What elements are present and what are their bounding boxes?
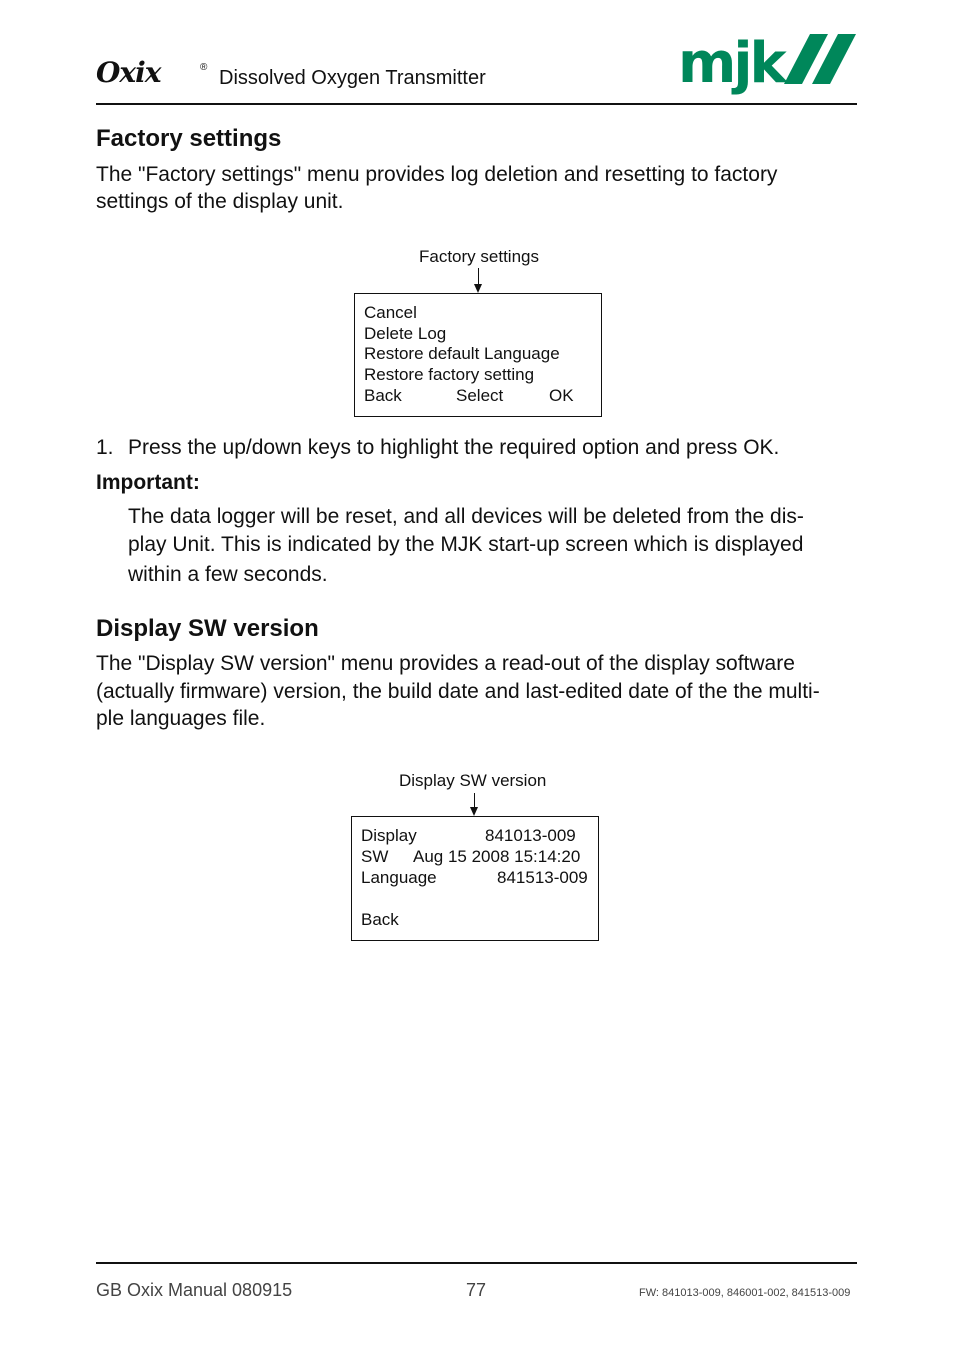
menu-item-delete-log: Delete Log bbox=[364, 324, 447, 343]
menu-item-restore-language: Restore default Language bbox=[364, 344, 560, 363]
sw-build-label: SW bbox=[361, 847, 389, 866]
softkey-back-label: Back bbox=[361, 910, 399, 929]
sw-build-date-value: Aug 15 2008 15:14:20 bbox=[413, 847, 581, 866]
step-text: Press the up/down keys to highlight the required option and press OK. bbox=[128, 436, 780, 459]
menu-item-cancel: Cancel bbox=[364, 303, 417, 322]
header-rule bbox=[96, 103, 857, 105]
mjk-logo bbox=[678, 32, 858, 109]
important-label: Important: bbox=[96, 471, 200, 494]
footer-firmware-versions: FW: 841013-009, 846001-002, 841513-009 bbox=[639, 1287, 851, 1299]
header-title: Dissolved Oxygen Transmitter bbox=[219, 67, 486, 89]
display-sw-screen bbox=[351, 816, 599, 941]
footer-rule bbox=[96, 1262, 857, 1264]
softkey-select-label: Select bbox=[456, 386, 504, 405]
display-sw-intro-line2: (actually firmware) version, the build date and last-edited date of the the multi- bbox=[96, 680, 820, 703]
language-file-label: Language bbox=[361, 868, 437, 887]
instruction-step bbox=[96, 436, 856, 464]
down-arrow-icon bbox=[478, 268, 479, 285]
display-version-label: Display bbox=[361, 826, 417, 845]
arrow-head-icon bbox=[474, 284, 482, 293]
display-version-value: 841013-009 bbox=[485, 826, 576, 845]
important-text-line3: within a few seconds. bbox=[128, 563, 328, 586]
display-sw-intro-line3: ple languages file. bbox=[96, 707, 266, 730]
page-number: 77 bbox=[466, 1280, 487, 1300]
footer-document-title: GB Oxix Manual 080915 bbox=[96, 1280, 293, 1300]
factory-settings-intro-line2: settings of the display unit. bbox=[96, 190, 344, 213]
factory-settings-screen bbox=[354, 293, 602, 417]
arrow-head-icon bbox=[470, 807, 478, 816]
important-text-line1: The data logger will be reset, and all devices will be deleted from the dis- bbox=[128, 505, 804, 528]
language-file-value: 841513-009 bbox=[497, 868, 588, 887]
important-text-line2: play Unit. This is indicated by the MJK start-up screen which is displayed bbox=[128, 533, 804, 556]
step-number: 1. bbox=[96, 436, 114, 459]
display-sw-screen-caption: Display SW version bbox=[399, 771, 547, 790]
svg-text:mjk: mjk bbox=[678, 32, 784, 96]
factory-settings-intro-line1: The "Factory settings" menu provides log deletion and resetting to factory bbox=[96, 163, 778, 186]
factory-settings-heading: Factory settings bbox=[96, 125, 282, 152]
softkey-back-label: Back bbox=[364, 386, 402, 405]
down-arrow-icon bbox=[474, 793, 475, 808]
oxix-brand-logo: Oxix bbox=[96, 56, 161, 89]
softkey-ok-label: OK bbox=[549, 386, 574, 405]
registered-mark: ® bbox=[200, 62, 208, 73]
factory-settings-screen-caption: Factory settings bbox=[419, 247, 539, 266]
display-sw-version-heading: Display SW version bbox=[96, 615, 319, 642]
menu-item-restore-factory: Restore factory setting bbox=[364, 365, 535, 384]
display-sw-intro-line1: The "Display SW version" menu provides a read-out of the display software bbox=[96, 652, 795, 675]
